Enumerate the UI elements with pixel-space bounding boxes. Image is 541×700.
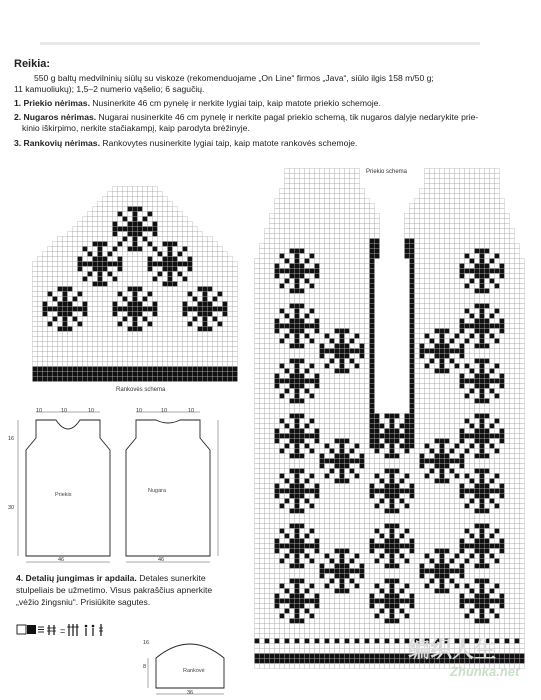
watermark-site: Zhunka.net [450,664,520,679]
filled-square-symbol [27,625,36,634]
assembly-line-3: „vėžio žingsniu“. Prisiūkite sagutes. [16,597,151,607]
watermark-chinese: 编织人生 [408,637,497,662]
sleeve-chart-grid [32,186,238,382]
sleeve-piece-label: Rankovė [183,668,205,674]
assembly-text-1: Detales sunerkite [139,573,206,583]
step-3 [14,138,357,149]
dim-sleeve-bottom: 36 [187,690,194,696]
dim-side-2: 30 [8,505,15,511]
stitch-symbol-legend [16,622,126,638]
step-1 [14,98,381,109]
step-3-title: 3. Rankovių nėrimas. [14,138,100,148]
assembly-title: 4. Detalių jungimas ir apdaila. [16,573,137,583]
dim-front-bottom: 46 [58,557,65,563]
front-piece-outline [26,420,110,556]
step-2-title: 2. Nugaros nėrimas. [14,112,97,122]
dim-sleeve-2: 8 [143,664,147,670]
step-2-text-cont: kinio iškirpimo, nerkite stačiakampį, kaip parodyta brėžinyje. [22,123,250,133]
empty-square-symbol [17,625,26,634]
assembly-line-2: stulpeliais be užmetimo. Visus pakraščius apnerkite [16,585,213,595]
back-piece-outline [126,420,210,556]
dim-back-top-1: 10 [136,408,143,414]
step-2-text: Nugarai nusinerkite 46 cm pynelę ir nerkite pagal priekio schemą, tik nugaros dalyje nedarykite prie- [98,112,479,122]
back-piece-label: Nugara [148,488,167,494]
front-piece-label: Priekis [55,492,72,498]
materials-line-2: 11 kamuoliukų); 1,5–2 numerio vąšelio; 6 sagučių. [14,84,205,94]
step-1-text: Nusinerkite 46 cm pynelę ir nerkite lygiai taip, kaip matote priekio schemoje. [92,98,381,108]
dim-front-top-2: 10 [61,408,68,414]
step-2 [14,112,478,123]
step-3-text: Rankovytes nusinerkite lygiai taip, kaip matote rankovės schemoje. [102,138,358,148]
faded-bar [40,42,480,45]
dim-front-top-1: 10 [36,408,43,414]
materials-line-1: 550 g baltų medvilninių siūlų su viskoze (rekomenduojame „On Line“ firmos „Java“, siūlo ilgis 158 m/50 g; [34,73,434,83]
dim-back-bottom: 46 [158,557,165,563]
dim-sleeve-1: 16 [143,640,150,646]
sleeve-outline [156,644,224,688]
garment-schematics [6,398,242,564]
materials-heading: Reikia: [14,58,51,70]
dim-back-top-3: 10 [188,408,195,414]
front-chart-grid [254,168,525,669]
sleeve-chart-label: Rankovės schema [116,387,166,393]
dim-front-top-3: 10 [88,408,95,414]
dim-side-1: 16 [8,436,15,442]
front-chart-label: Priekio schema [366,169,408,175]
step-1-title: 1. Priekio nėrimas. [14,98,90,108]
assembly-line-1 [16,573,206,584]
dim-back-top-2: 10 [161,408,168,414]
